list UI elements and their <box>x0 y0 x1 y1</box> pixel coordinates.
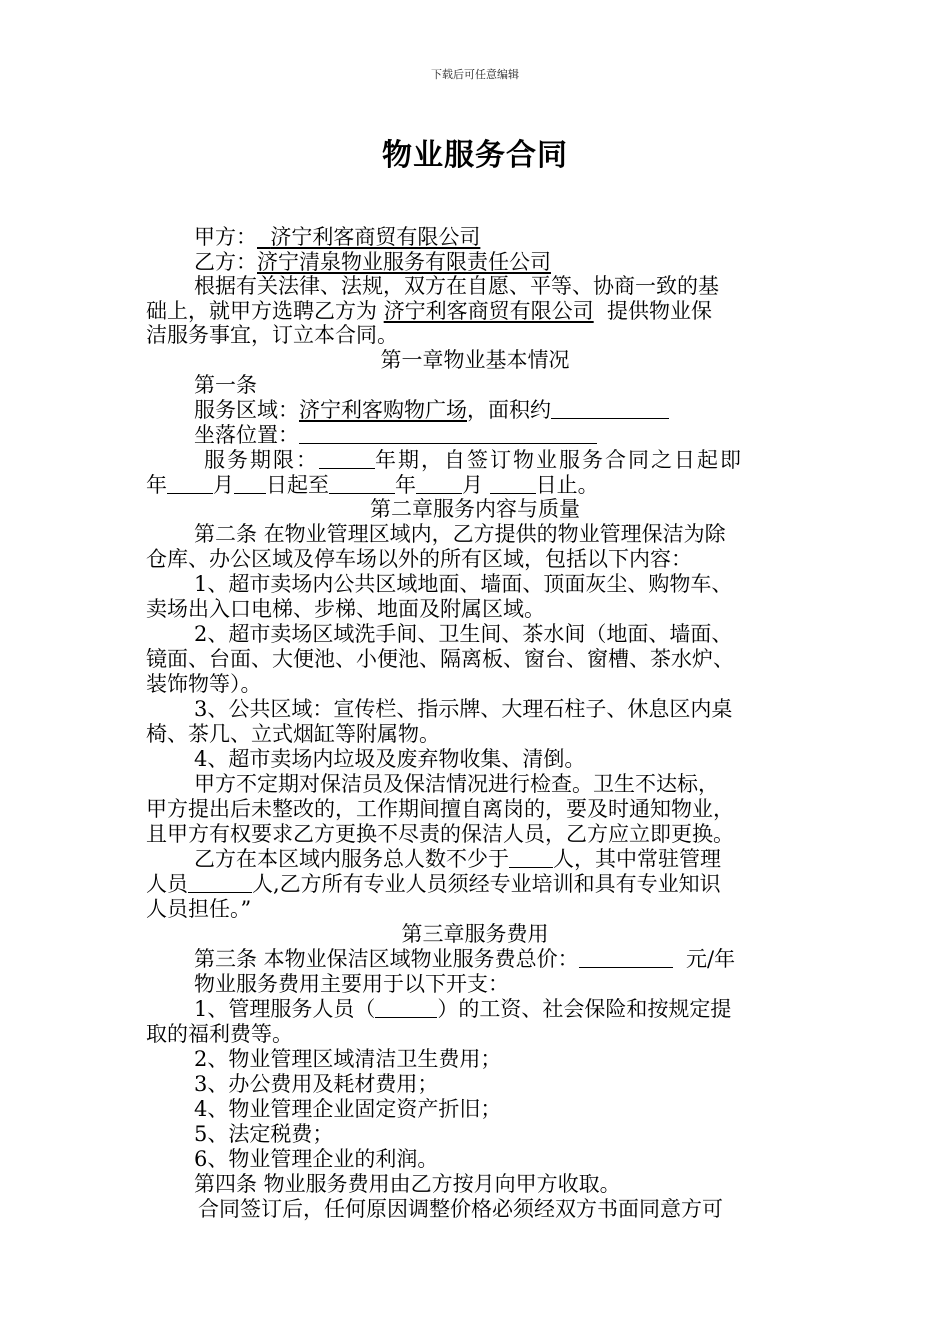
article-3-line: 第三条 本物业保洁区域物业服务费总价： 元/年 <box>194 947 736 971</box>
article-2-line-2: 仓库、办公区域及停车场以外的所有区域，包括以下内容： <box>146 547 692 571</box>
usage-3: 3、办公费用及耗材费用； <box>194 1072 439 1096</box>
party-b-name: 济宁清泉物业服务有限责任公司 <box>257 250 551 274</box>
usage-6: 6、物业管理企业的利润。 <box>194 1147 439 1171</box>
usage-2: 2、物业管理区域清洁卫生费用； <box>194 1047 502 1071</box>
article-1: 第一条 <box>194 373 257 397</box>
item-2-line-2: 镜面、台面、大便池、小便池、隔离板、窗台、窗槽、茶水炉、 <box>146 647 734 671</box>
intro-line-3: 洁服务事宜，订立本合同。 <box>146 323 398 347</box>
price-adjustment-line: 合同签订后，任何原因调整价格必须经双方书面同意方可 <box>198 1197 723 1221</box>
inspection-line-3: 且甲方有权要求乙方更换不尽责的保洁人员，乙方应立即更换。 <box>146 822 734 846</box>
usage-1-line-1: 1、管理服务人员（ ）的工资、社会保险和按规定提 <box>194 997 732 1021</box>
party-a-name: 济宁利客商贸有限公司 <box>270 225 481 249</box>
party-a-line <box>194 225 950 250</box>
intro-line-2: 础上，就甲方选聘乙方为 济宁利客商贸有限公司 提供物业保 <box>146 299 713 323</box>
area-blank <box>551 398 669 419</box>
staff-line-1: 乙方在本区域内服务总人数不少于 人，其中常驻管理 <box>194 847 721 871</box>
item-2-line-1: 2、超市卖场区域洗手间、卫生间、茶水间（地面、墙面、 <box>194 622 733 646</box>
item-3-line-2: 椅、茶几、立式烟缸等附属物。 <box>146 722 440 746</box>
chapter-2-heading: 第二章服务内容与质量 <box>370 497 580 521</box>
service-area-line: 服务区域：济宁利客购物广场，面积约 <box>194 398 950 423</box>
chapter-3-heading: 第三章服务费用 <box>401 922 549 946</box>
item-1-line-1: 1、超市卖场内公共区域地面、墙面、顶面灰尘、购物车、 <box>194 572 733 596</box>
chapter-1-heading: 第一章物业基本情况 <box>380 348 570 372</box>
document-title: 物业服务合同 <box>382 138 568 173</box>
usage-4: 4、物业管理企业固定资产折旧； <box>194 1097 502 1121</box>
term-dates-line: 年 月 日起至 年 月 日止。 <box>146 473 599 497</box>
fee-usage-line: 物业服务费用主要用于以下开支： <box>194 972 509 996</box>
usage-5: 5、法定税费； <box>194 1122 334 1146</box>
term-years-blank <box>319 448 375 469</box>
staff-line-2: 人员 人,乙方所有专业人员须经专业培训和具有专业知识 <box>146 872 721 896</box>
inspection-line-2: 甲方提出后未整改的，工作期间擅自离岗的，要及时通知物业， <box>146 797 734 821</box>
staff-resident-blank <box>188 872 252 893</box>
intro-client-name: 济宁利客商贸有限公司 <box>383 299 594 323</box>
item-3-line-1: 3、公共区域：宣传栏、指示牌、大理石柱子、休息区内桌 <box>194 697 733 721</box>
location-blank <box>299 423 597 444</box>
staff-total-blank <box>509 847 553 868</box>
intro-line-1: 根据有关法律、法规，双方在自愿、平等、协商一致的基 <box>194 274 719 298</box>
location-line: 坐落位置： <box>194 423 950 448</box>
item-2-line-3: 装饰物等）。 <box>146 672 262 696</box>
article-4: 第四条 物业服务费用由乙方按月向甲方收取。 <box>194 1172 621 1196</box>
service-area-value: 济宁利客购物广场 <box>299 398 467 422</box>
party-b-label: 乙方： <box>194 250 257 274</box>
header-note: 下载后可任意编辑 <box>431 68 519 81</box>
staff-count-blank <box>375 997 437 1018</box>
fee-total-blank <box>579 947 673 968</box>
party-a-label: 甲方： <box>194 225 257 249</box>
article-2-line-1: 第二条 在物业管理区域内，乙方提供的物业管理保洁为除 <box>194 522 726 546</box>
term-line: 服务期限： 年期，自签订物业服务合同之日起即 <box>204 448 743 472</box>
usage-1-line-2: 取的福利费等。 <box>146 1022 293 1046</box>
party-b-line <box>194 250 950 275</box>
item-4: 4、超市卖场内垃圾及废弃物收集、清倒。 <box>194 747 586 771</box>
staff-line-3: 人员担任。” <box>146 897 252 921</box>
item-1-line-2: 卖场出入口电梯、步梯、地面及附属区域。 <box>146 597 545 621</box>
inspection-line-1: 甲方不定期对保洁员及保洁情况进行检查。卫生不达标， <box>194 772 719 796</box>
